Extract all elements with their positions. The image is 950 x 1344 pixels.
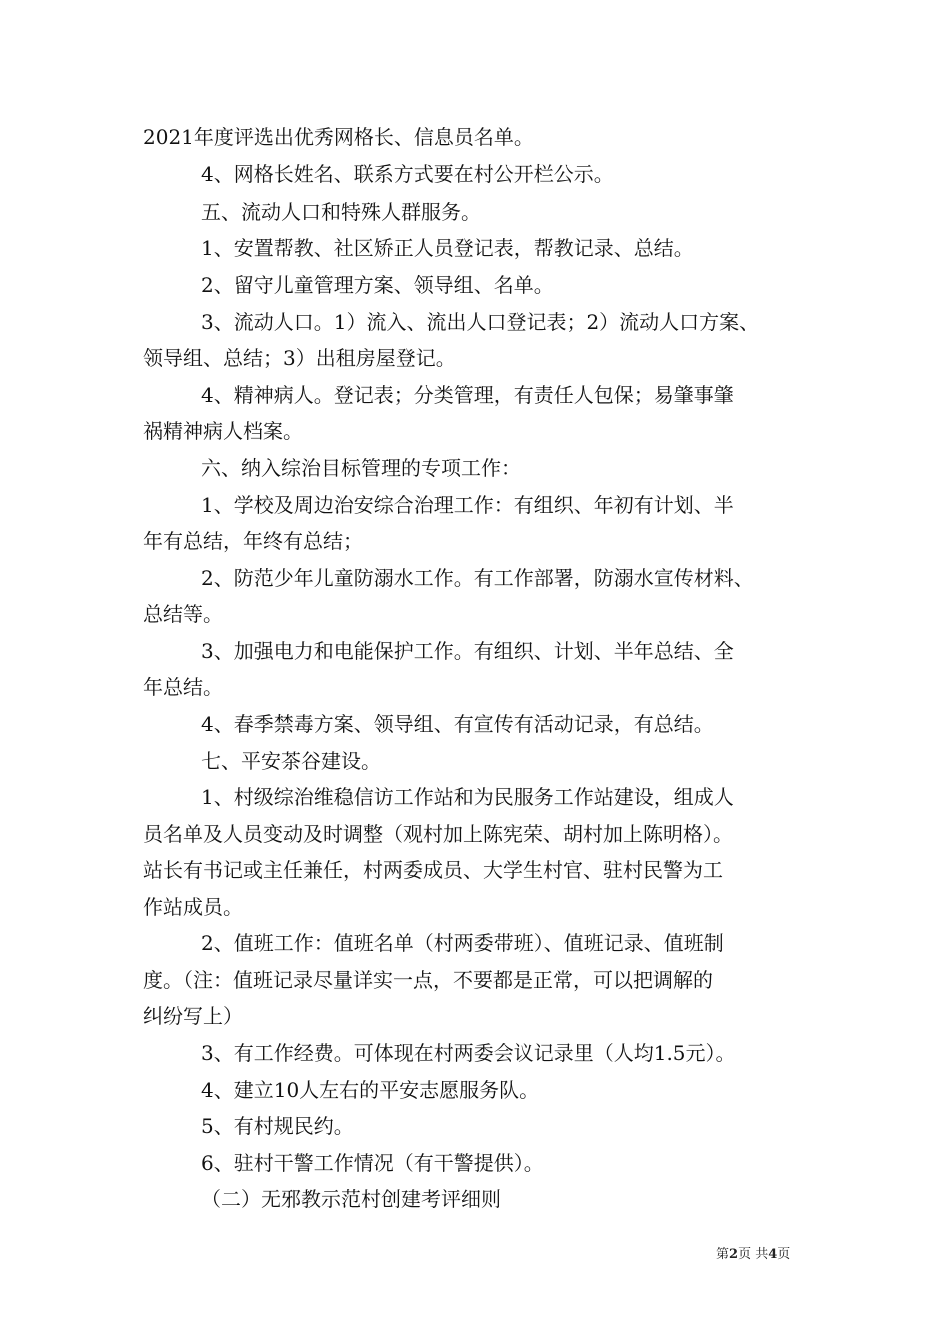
text-line: 年有总结，年终有总结； <box>143 529 363 553</box>
text-line: 5、有村规民约。 <box>201 1114 354 1138</box>
footer-prefix: 第 <box>716 1247 730 1262</box>
text-line: 3、有工作经费。可体现在村两委会议记录里（人均1.5元）。 <box>201 1041 736 1065</box>
text-line: 员名单及人员变动及时调整（观村加上陈宪荣、胡村加上陈明格）。 <box>143 822 733 846</box>
section-heading: 六、纳入综治目标管理的专项工作： <box>201 456 521 480</box>
text-line: 站长有书记或主任兼任，村两委成员、大学生村官、驻村民警为工 <box>143 858 723 882</box>
text-line: 2021年度评选出优秀网格长、信息员名单。 <box>143 125 534 149</box>
footer-middle: 页 共 <box>738 1247 769 1262</box>
text-line: 2、防范少年儿童防溺水工作。有工作部署，防溺水宣传材料、 <box>201 566 754 590</box>
text-line: 3、加强电力和电能保护工作。有组织、计划、半年总结、全 <box>201 639 734 663</box>
text-line: 1、安置帮教、社区矫正人员登记表，帮教记录、总结。 <box>201 236 694 260</box>
text-line: 2、值班工作：值班名单（村两委带班）、值班记录、值班制 <box>201 931 724 955</box>
current-page-number: 2 <box>729 1247 739 1262</box>
text-line: 领导组、总结；3）出租房屋登记。 <box>143 346 456 370</box>
text-line: 作站成员。 <box>143 895 243 919</box>
text-line: 4、建立10人左右的平安志愿服务队。 <box>201 1078 540 1102</box>
text-line: 祸精神病人档案。 <box>143 419 303 443</box>
text-line: 年总结。 <box>143 675 223 699</box>
text-line: 6、驻村干警工作情况（有干警提供）。 <box>201 1151 544 1175</box>
text-line: 4、精神病人。登记表；分类管理，有责任人包保；易肇事肇 <box>201 383 734 407</box>
footer-suffix: 页 <box>777 1247 791 1262</box>
text-line: 1、村级综治维稳信访工作站和为民服务工作站建设，组成人 <box>201 785 734 809</box>
section-heading: 五、流动人口和特殊人群服务。 <box>201 200 481 224</box>
text-line: 2、留守儿童管理方案、领导组、名单。 <box>201 273 554 297</box>
section-heading: 七、平安茶谷建设。 <box>201 749 381 773</box>
text-line: 总结等。 <box>143 602 223 626</box>
total-page-number: 4 <box>768 1247 778 1262</box>
page-footer <box>716 1246 790 1264</box>
text-line: 4、网格长姓名、联系方式要在村公开栏公示。 <box>201 162 614 186</box>
text-line: 4、春季禁毒方案、领导组、有宣传有活动记录，有总结。 <box>201 712 714 736</box>
text-line: 1、学校及周边治安综合治理工作：有组织、年初有计划、半 <box>201 493 734 517</box>
subsection-heading: （二）无邪教示范村创建考评细则 <box>201 1187 501 1211</box>
text-line: 度。（注：值班记录尽量详实一点，不要都是正常，可以把调解的 <box>143 968 713 992</box>
text-line: 纠纷写上） <box>143 1004 243 1028</box>
text-line: 3、流动人口。1）流入、流出人口登记表；2）流动人口方案、 <box>201 310 760 334</box>
